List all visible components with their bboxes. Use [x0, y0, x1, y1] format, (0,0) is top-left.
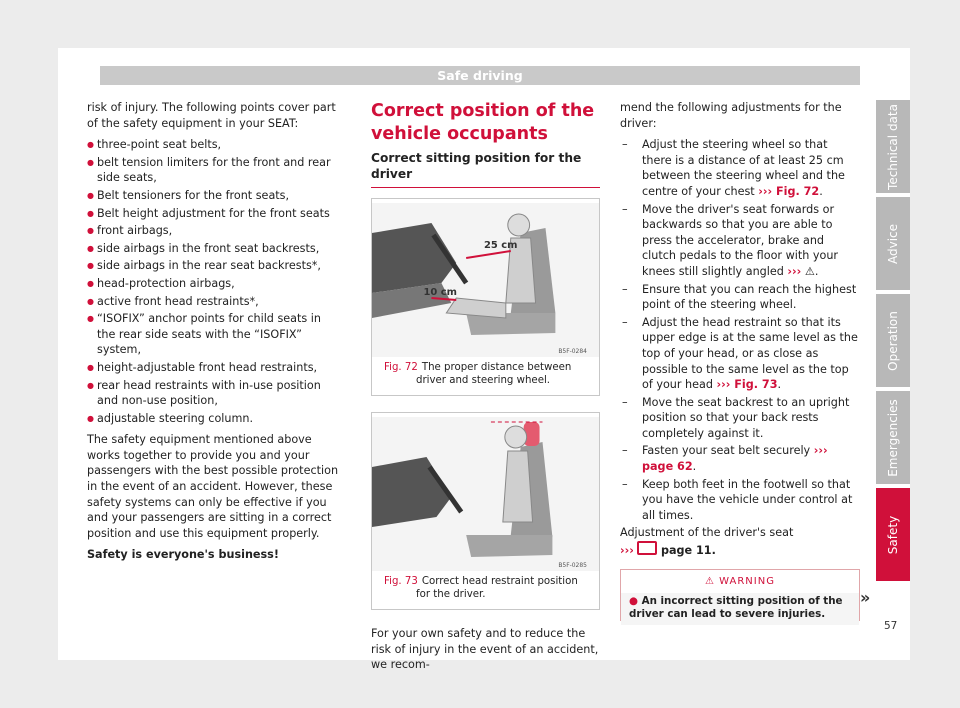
bullet-item: ● front airbags, [87, 223, 340, 239]
adjustment-suffix: ⚠. [801, 264, 819, 278]
seat-icon [637, 541, 657, 555]
torso-shape [503, 451, 533, 522]
body-paragraph: The safety equipment mentioned above works together to provide you and your passengers with the best possible protection in the event of an accident. However, these safety systems can only be effective if you and your passengers are sitting in a correct position and use this equipment properly. [87, 433, 339, 540]
adjustment-list [620, 137, 860, 523]
bullet-item: ● height-adjustable front head restraints, [87, 360, 340, 376]
continue-arrow: » [860, 588, 871, 607]
tab-safety[interactable] [876, 488, 910, 581]
bullet-item: ● head-protection airbags, [87, 276, 340, 292]
warning-box [620, 569, 860, 621]
tab-label: Technical data [886, 103, 901, 190]
warning-title: ⚠ WARNING [705, 575, 775, 587]
tab-label: Emergencies [886, 398, 900, 477]
adjustment-text: Ensure that you can reach the highest point of the steering wheel. [642, 282, 857, 312]
adjust-seat-line: Adjustment of the driver's seat ››› page 11. [620, 526, 794, 558]
cross-reference-link[interactable]: ››› page 62 [642, 444, 828, 474]
head-shape [508, 214, 530, 236]
tab-operation[interactable] [876, 294, 910, 387]
bullet-item: ● side airbags in the rear seat backrests*, [87, 258, 340, 274]
heading-rule [371, 187, 600, 188]
fig-label: Fig. 72 [384, 362, 418, 374]
adjustment-text: Adjust the steering wheel so that there is a distance of at least 25 cm between the steering wheel and the centre of your chest [642, 138, 845, 198]
caption-text: The proper distance between driver and steering wheel. [416, 362, 572, 387]
tab-emergencies[interactable] [876, 391, 910, 484]
figure-73-caption [380, 575, 591, 601]
column-middle [371, 100, 600, 679]
fig-label: Fig. 73 [384, 576, 418, 588]
subsection-heading: Correct sitting position for the driver [371, 151, 582, 181]
section-heading: Correct position of the vehicle occupants [371, 101, 595, 144]
adjustment-item [620, 202, 860, 280]
head-restraint-illustration [372, 417, 599, 571]
cross-reference-link[interactable]: ››› [787, 264, 802, 278]
bullet-item: ● “ISOFIX” anchor points for child seats in the rear side seats with the “ISOFIX” system, [87, 311, 340, 358]
adjust-seat-link[interactable]: ››› [620, 544, 634, 558]
page-header: Safe driving [100, 66, 860, 85]
figure-72 [371, 198, 600, 396]
dim-10cm: 10 cm [423, 287, 457, 299]
adjustment-suffix: . [777, 378, 782, 392]
dim-25cm: 25 cm [484, 240, 518, 252]
closing-line: Safety is everyone's business! [87, 548, 279, 562]
recommend-continued: mend the following adjustments for the driver: [620, 101, 842, 130]
cross-reference-link[interactable]: ››› Fig. 73 [716, 378, 778, 392]
bullet-item: ● Belt tensioners for the front seats, [87, 188, 340, 204]
tab-label: Operation [886, 310, 900, 371]
adjustment-text: Adjust the head restraint so that its upper edge is at the same level as the top of your head, or as close as possible to the same level as the top of your head [642, 315, 858, 392]
adjustment-item [620, 137, 860, 199]
bullet-item: ● side airbags in the front seat backrests, [87, 241, 340, 257]
adjustment-text: Fasten your seat belt securely [642, 444, 814, 458]
page-11-link[interactable]: page 11. [660, 544, 716, 558]
head-shape [505, 426, 527, 448]
adjustment-text: Keep both feet in the footwell so that you have the vehicle under control at all times. [642, 477, 853, 522]
adjustment-suffix: . [819, 184, 823, 198]
adjustment-text: Move the seat backrest to an upright position so that your back rests completely against it. [642, 395, 850, 440]
figure-72-image [372, 203, 599, 357]
bullet-item: ● active front head restraints*, [87, 294, 340, 310]
seat-cushion [466, 535, 552, 557]
adjustment-item [620, 477, 860, 524]
tab-label: Safety [886, 515, 901, 554]
adjustment-suffix: . [692, 460, 697, 474]
bullet-item: ● adjustable steering column. [87, 411, 340, 427]
bullet-item: ● three-point seat belts, [87, 137, 340, 153]
seat-cushion [466, 313, 555, 335]
column-left [87, 100, 340, 569]
warning-text: ● An incorrect sitting position of the driver can lead to severe injuries. [621, 593, 859, 625]
figure-73 [371, 412, 600, 610]
bullet-item: ● rear head restraints with in-use position and non-use position, [87, 378, 340, 409]
driver-distance-illustration [372, 203, 599, 357]
column-right [620, 100, 860, 621]
caption-text: Correct head restraint position for the driver. [416, 576, 578, 601]
tab-label: Advice [886, 223, 900, 264]
side-tabs [876, 100, 910, 585]
adjustment-item [620, 315, 860, 393]
adjustment-text: Move the driver's seat forwards or backwards so that you are able to press the accelerator, brake and clutch pedals to the floor with your knees still slightly angled [642, 202, 839, 278]
adjustment-item [620, 443, 860, 474]
adjustment-item [620, 395, 860, 442]
figure-code: B5F-0284 [558, 348, 587, 356]
bullet-item: ● belt tension limiters for the front and rear side seats, [87, 155, 340, 186]
figure-72-caption [380, 361, 591, 387]
bullet-list [87, 137, 340, 426]
warning-icon: ⚠ [705, 575, 715, 587]
cross-reference-link[interactable]: ››› Fig. 72 [758, 184, 820, 198]
figure-73-image [372, 417, 599, 571]
tab-advice[interactable] [876, 197, 910, 290]
page-number: 57 [884, 620, 898, 632]
adjustment-item [620, 282, 860, 313]
bullet-item: ● Belt height adjustment for the front seats [87, 206, 340, 222]
recommend-paragraph: For your own safety and to reduce the risk of injury in the event of an accident, we recom- [371, 627, 599, 672]
intro-paragraph: risk of injury. The following points cover part of the safety equipment in your SEAT: [87, 101, 336, 130]
tab-technical-data[interactable] [876, 100, 910, 193]
figure-code: B5F-0285 [558, 562, 587, 570]
